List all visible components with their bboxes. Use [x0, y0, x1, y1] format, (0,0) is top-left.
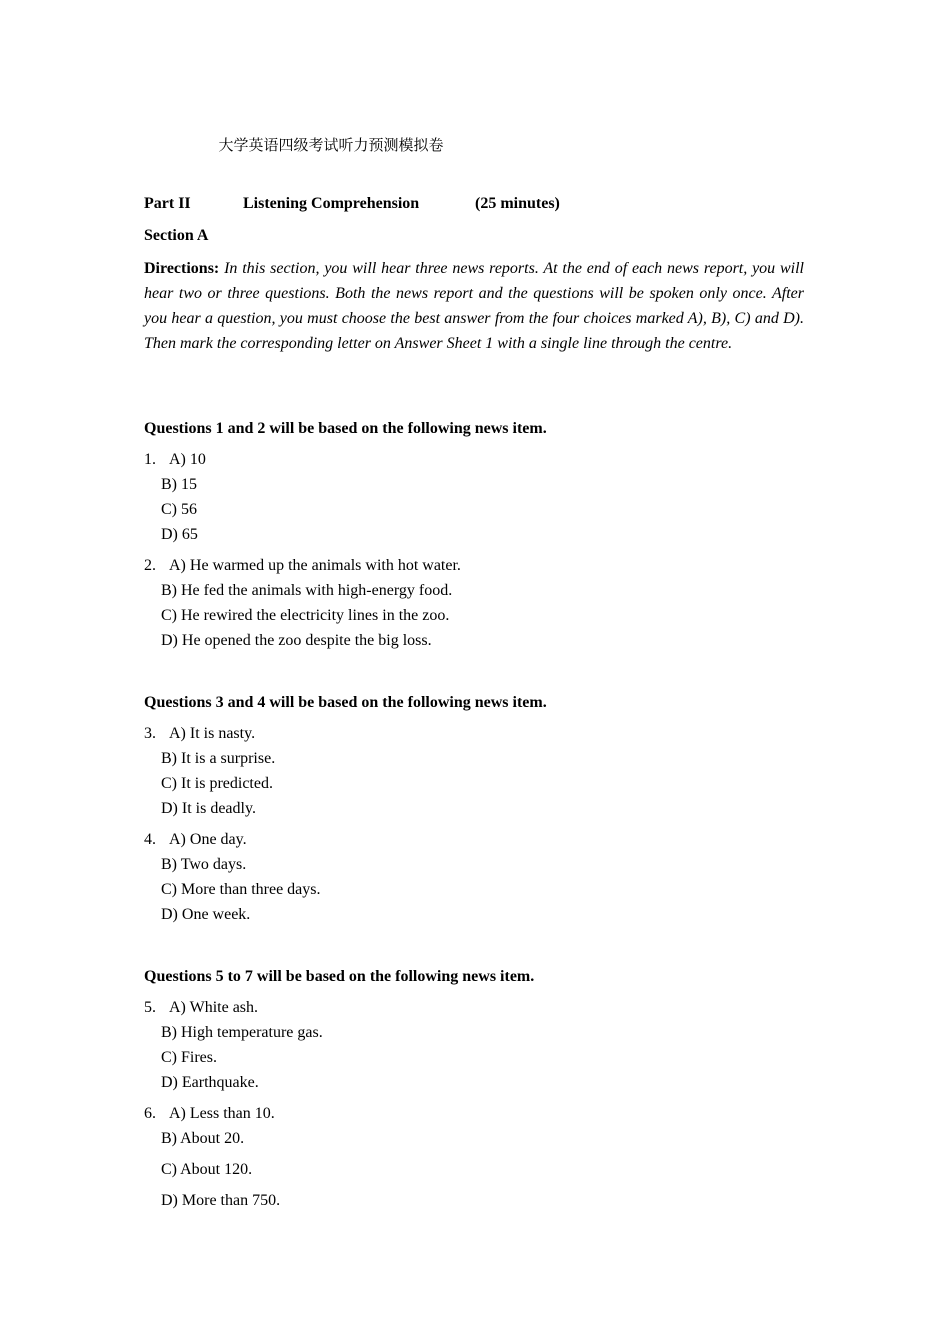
- option-b: B) 15: [161, 476, 197, 493]
- option-c: C) It is predicted.: [161, 775, 273, 792]
- option-a: A) 10: [169, 451, 206, 468]
- option-b: B) Two days.: [161, 856, 247, 873]
- question-number: 5.: [144, 999, 156, 1016]
- directions-text: In this section, you will hear three news reports. At the end of each news report, you will hear two or three questions. Both the news report and the questions will be spoken only once. After you hear a question, you must choose the best answer from the four choices marked A), B), C) and D). Then mark the corresponding letter on Answer Sheet 1 with a single line through the centre.: [144, 260, 805, 352]
- option-d: D) Earthquake.: [161, 1074, 259, 1091]
- option-a: A) It is nasty.: [169, 725, 256, 742]
- section-heading: Section A: [144, 227, 209, 244]
- option-c: C) 56: [161, 501, 197, 518]
- option-d: D) One week.: [161, 906, 251, 923]
- option-c: C) He rewired the electricity lines in the zoo.: [161, 607, 450, 624]
- option-d: D) It is deadly.: [161, 800, 256, 817]
- part-time: (25 minutes): [475, 195, 560, 212]
- option-a: A) White ash.: [169, 999, 259, 1016]
- option-d: D) He opened the zoo despite the big loss.: [161, 632, 432, 649]
- question-group-heading: Questions 3 and 4 will be based on the following news item.: [144, 694, 547, 711]
- option-c: C) Fires.: [161, 1049, 217, 1066]
- question-number: 4.: [144, 831, 156, 848]
- part-name: Listening Comprehension: [243, 195, 420, 212]
- question-number: 1.: [144, 451, 156, 468]
- document-title: 大学英语四级考试听力预测模拟卷: [218, 136, 444, 154]
- directions-label: Directions:: [144, 260, 220, 277]
- part-label: Part II: [144, 195, 191, 212]
- option-b: B) High temperature gas.: [161, 1024, 323, 1041]
- question-group-heading: Questions 1 and 2 will be based on the following news item.: [144, 420, 547, 437]
- option-a: A) One day.: [169, 831, 247, 848]
- question-number: 6.: [144, 1105, 156, 1122]
- option-c: C) About 120.: [161, 1161, 253, 1178]
- option-c: C) More than three days.: [161, 881, 321, 898]
- question-number: 2.: [144, 557, 156, 574]
- question-group-heading: Questions 5 to 7 will be based on the following news item.: [144, 968, 535, 985]
- option-a: A) Less than 10.: [169, 1105, 275, 1122]
- option-d: D) More than 750.: [161, 1192, 281, 1209]
- option-d: D) 65: [161, 526, 198, 543]
- option-b: B) It is a surprise.: [161, 750, 276, 767]
- question-number: 3.: [144, 725, 156, 742]
- option-b: B) About 20.: [161, 1130, 245, 1147]
- option-a: A) He warmed up the animals with hot water.: [169, 557, 461, 574]
- directions-paragraph: [144, 256, 804, 356]
- option-b: B) He fed the animals with high-energy food.: [161, 582, 453, 599]
